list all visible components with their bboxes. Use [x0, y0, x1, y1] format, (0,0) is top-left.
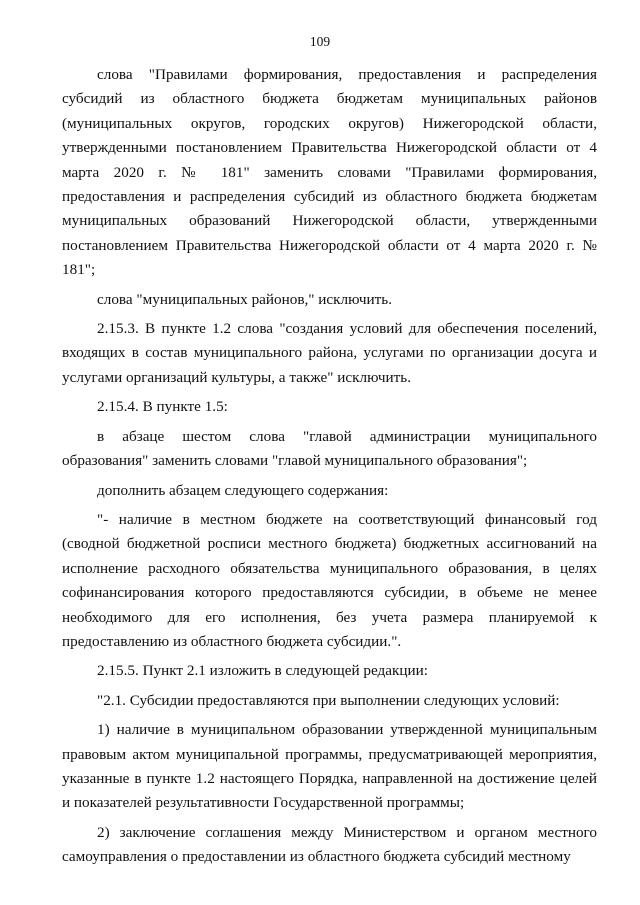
paragraph: "2.1. Субсидии предоставляются при выполнении следующих условий: [97, 691, 560, 709]
document-body [62, 63, 597, 875]
paragraph: слова "муниципальных районов," исключить. [97, 290, 393, 308]
paragraph: слова "Правилами формирования, предоставления и распределения субсидий из областного бюджета бюджетам муниципальных районов (муниципальных округов, городских округов) Нижегородской области, утвержденными постановлением Правительства Нижегородской области от 4 марта 2020 г. № 181" заменить словами "Правилами формирования, предоставления и распределения субсидий из областного бюджета бюджетам муниципальных образований Нижегородской области, утвержденными постановлением Правительства Нижегородской области от 4 марта 2020 г. № 181"; [62, 66, 597, 279]
paragraph: "- наличие в местном бюджете на соответствующий финансовый год (сводной бюджетной росписи местного бюджета) бюджетных ассигнований на исполнение расходного обязательства муниципального образования, в целях софинансирования которого предоставляются субсидии, в объеме не менее необходимого для его исполнения, без учета размера планируемой к предоставлению из областного бюджета субсидии.". [62, 510, 597, 650]
paragraph: 2.15.4. В пункте 1.5: [97, 398, 228, 416]
page-number: 109 [309, 34, 331, 49]
paragraph: дополнить абзацем следующего содержания: [97, 481, 389, 499]
paragraph: 1) наличие в муниципальном образовании утвержденной муниципальным правовым актом муниципальной программы, предусматривающей мероприятия, указанные в пункте 1.2 настоящего Порядка, направленной на достижение целей и показателей результативности Государственной программы; [62, 721, 597, 812]
paragraph: в абзаце шестом слова "главой администрации муниципального образования" заменить словами "главой муниципального образования"; [62, 427, 597, 470]
paragraph: 2.15.5. Пункт 2.1 изложить в следующей редакции: [97, 662, 428, 680]
paragraph: 2.15.3. В пункте 1.2 слова "создания условий для обеспечения поселений, входящих в состав муниципального района, услугами по организации досуга и услугами организаций культуры, а также" исключить. [62, 320, 597, 386]
paragraph: 2) заключение соглашения между Министерством и органом местного самоуправления о предоставлении из областного бюджета субсидий местному [62, 823, 597, 866]
